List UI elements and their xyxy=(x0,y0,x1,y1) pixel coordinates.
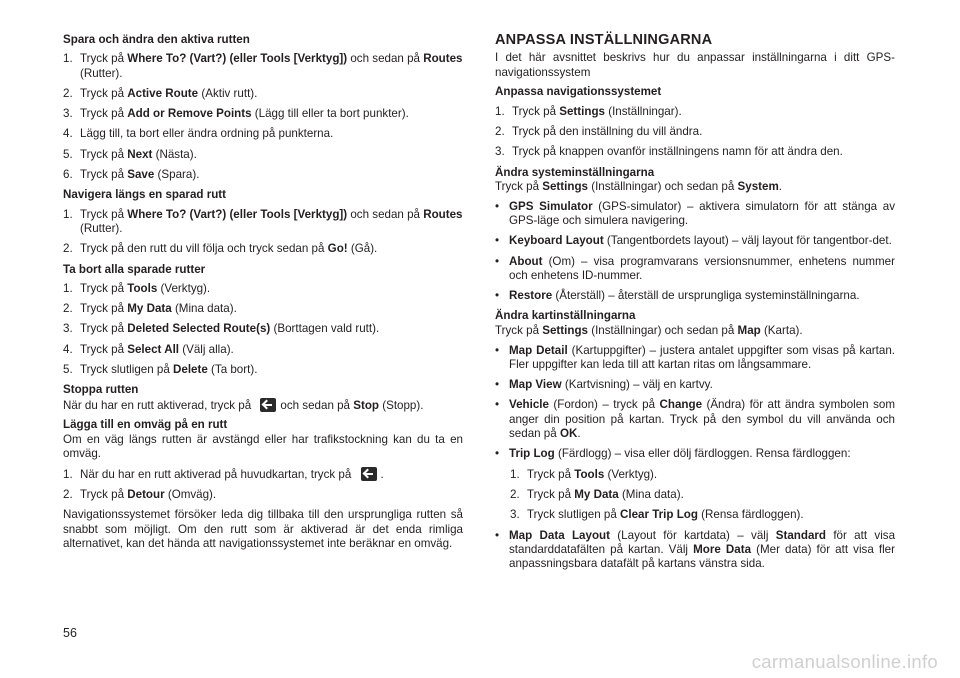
bullet-item: • Vehicle (Fordon) – tryck på Change (Ändra) för att ändra symbolen som anger din position på kartan. Tryck på den symbol du vill använda och sedan på OK. xyxy=(495,398,895,441)
bullet-item: • Map Detail (Kartuppgifter) – justera antalet uppgifter som visas på kartan. Fler uppgifter kan leda till att kartan ritas om långsammare. xyxy=(495,343,895,371)
step-item: 2. Tryck på den inställning du vill ändra. xyxy=(495,124,703,138)
back-arrow-icon xyxy=(361,467,377,481)
watermark: carmanualsonline.info xyxy=(751,651,938,672)
bullet-item: • Map Data Layout (Layout för kartdata) – välj Standard för att visa standarddatafälten på kartan. Välj More Data (Mer data) för att visa fler anpassningsbara datafält på kartans vänstra sida. xyxy=(495,528,896,571)
bullet-item: • Restore (Återställ) – återställ de ursprungliga systeminställningarna. xyxy=(495,289,860,303)
step-item: 2. Tryck på Detour (Omväg). xyxy=(63,488,217,502)
step-item: 4. Tryck på Select All (Välj alla). xyxy=(63,342,234,356)
step-item: 4. Lägg till, ta bort eller ändra ordning på punkterna. xyxy=(63,127,334,141)
step-item: 2. Tryck på Active Route (Aktiv rutt). xyxy=(63,86,258,100)
section-title: Stoppa rutten xyxy=(63,383,139,397)
bullet-item: • Trip Log (Färdlogg) – visa eller dölj färdloggen. Rensa färdloggen: xyxy=(495,447,851,461)
paragraph: Navigationssystemet försöker leda dig tillbaka till den ursprungliga rutten så snabbt som möjligt. Om den rutt som är aktiverad är det enda rimliga alternativet, kan det hända att navigationssystemet inte beräknar en omväg. xyxy=(63,508,463,551)
step-item: 2. Tryck på My Data (Mina data). xyxy=(63,302,237,316)
bullet-item: • GPS Simulator (GPS-simulator) – aktivera simulatorn för att stänga av GPS-läge och simulera navigering. xyxy=(495,199,895,227)
bullet-item: • About (Om) – visa programvarans versionsnummer, enhetens nummer och enhetens ID-nummer. xyxy=(495,254,895,282)
page-number: 56 xyxy=(63,626,77,640)
page-title: ANPASSA INSTÄLLNINGARNA xyxy=(495,32,713,48)
step-item: 1. När du har en rutt aktiverad på huvudkartan, tryck på . xyxy=(63,467,384,481)
section-title: Navigera längs en sparad rutt xyxy=(63,188,227,202)
right-column xyxy=(495,33,895,577)
step-item: 3. Tryck på Add or Remove Points (Lägg till eller ta bort punkter). xyxy=(63,107,409,121)
step-item: 1. Tryck på Tools (Verktyg). xyxy=(510,467,658,481)
paragraph: När du har en rutt aktiverad, tryck på och sedan på Stop (Stopp). xyxy=(63,398,424,412)
step-item: 3. Tryck på knappen ovanför inställningens namn för att ändra den. xyxy=(495,145,843,159)
step-item: 5. Tryck på Next (Nästa). xyxy=(63,147,197,161)
left-column xyxy=(63,33,463,557)
step-item: 1. Tryck på Where To? (Vart?) (eller Tools [Verktyg]) och sedan på Routes (Rutter). xyxy=(63,52,463,80)
section-title: Spara och ändra den aktiva rutten xyxy=(63,33,250,46)
back-arrow-icon xyxy=(260,398,276,412)
step-item: 2. Tryck på den rutt du vill följa och tryck sedan på Go! (Gå). xyxy=(63,242,378,256)
paragraph: Tryck på Settings (Inställningar) och sedan på System. xyxy=(495,179,783,193)
paragraph: Tryck på Settings (Inställningar) och sedan på Map (Karta). xyxy=(495,323,803,337)
step-item: 5. Tryck slutligen på Delete (Ta bort). xyxy=(63,363,258,377)
step-item: 1. Tryck på Where To? (Vart?) (eller Tools [Verktyg]) och sedan på Routes (Rutter). xyxy=(63,207,463,235)
step-item: 3. Tryck på Deleted Selected Route(s) (Borttagen vald rutt). xyxy=(63,322,380,336)
section-title: Ändra systeminställningarna xyxy=(495,165,655,179)
bullet-item: • Map View (Kartvisning) – välj en kartvy. xyxy=(495,378,713,392)
section-title: Anpassa navigationssystemet xyxy=(495,85,662,99)
bullet-item: • Keyboard Layout (Tangentbordets layout) – välj layout för tangentbor-det. xyxy=(495,234,892,248)
section-title: Ta bort alla sparade rutter xyxy=(63,262,206,276)
step-item: 2. Tryck på My Data (Mina data). xyxy=(510,487,684,501)
step-item: 1. Tryck på Settings (Inställningar). xyxy=(495,104,682,118)
section-title: Lägga till en omväg på en rutt xyxy=(63,418,228,432)
paragraph: Om en väg längs rutten är avstängd eller har trafikstockning kan du ta en omväg. xyxy=(63,432,463,461)
step-item: 6. Tryck på Save (Spara). xyxy=(63,168,200,182)
intro-paragraph: I det här avsnittet beskrivs hur du anpassar inställningarna i ditt GPS-navigationssystem xyxy=(495,51,895,79)
step-item: 3. Tryck slutligen på Clear Trip Log (Rensa färdloggen). xyxy=(510,508,804,522)
section-title: Ändra kartinställningarna xyxy=(495,309,636,323)
step-item: 1. Tryck på Tools (Verktyg). xyxy=(63,281,211,295)
